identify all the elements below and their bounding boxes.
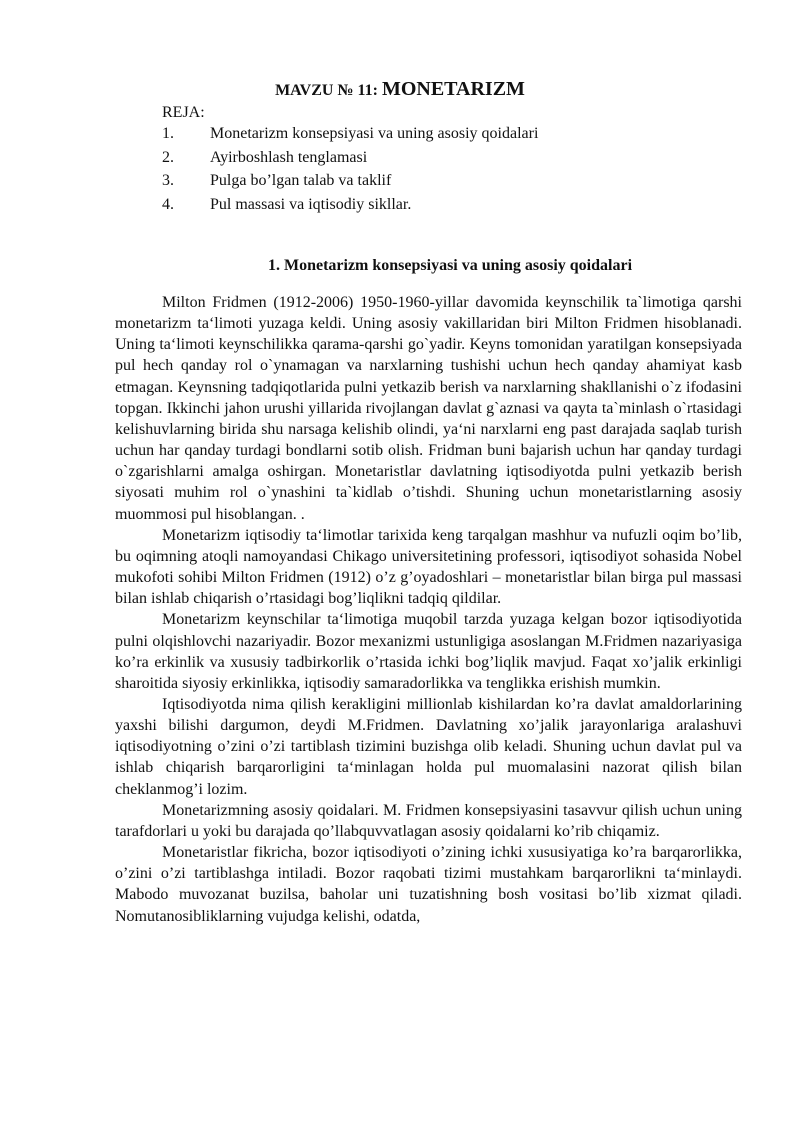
title-prefix: MAVZU № 11: [275,82,382,99]
plan-item [162,193,538,217]
paragraph: Iqtisodiyotda nima qilish kerakligini millionlab kishilardan ko’ra davlat amaldorlarining yaxshi bilishi dargumon, deydi M.Fridmen. Davlatning xo’jalik jarayonlariga aralashuvi iqtisodiyotning o’zini o’zi tartiblash tizimini buzishga olib keladi. Shuning uchun davlat pul va ishlab chiqarish barqarorligini ta‘minlagan holda pul muomalasini nazorat qilish bilan cheklanmog’i lozim. [115,695,742,798]
paragraph: Milton Fridmen (1912-2006) 1950-1960-yillar davomida keynschilik ta`limotiga qarshi monetarizm ta‘limoti yuzaga keldi. Uning asosiy vakillaridan biri Milton Fridmen hisoblanadi. Uning ta‘limoti keynschilikka qarama-qarshi go`yadir. Keyns tomonidan yaratilgan konsepsiyada pul hech qanday rol o`ynamagan va narxlarning tushishi uchun hech qanday ahamiyat kasb etmagan. Keynsning tadqiqotlarida pulni yetkazib berish va narxlarning shakllanishi o`z ifodasini topgan. Ikkinchi jahon urushi yillarida rivojlangan davlat g`aznasi va qayta ta`minlash o`rtasidagi kelishuvlarning birida shu narsaga kelishib olindi, ya‘ni narxlarni eng past darajada saqlab turish uchun har qanday turdagi bondlarni sotib olish. Fridman buni bajarish uchun har qanday turdagi o`zgarishlarni amalga oshirgan. Monetaristlar davlatning iqtisodiyotda pulni yetkazib berish siyosati muhim rol o`ynashini ta`kidlab o’tishdi. Shuning uchun monetaristlarning asosiy muommosi pul hisoblangan. . [115,294,742,523]
plan-label: REJA: [162,104,205,121]
section-heading: 1. Monetarizm konsepsiyasi va uning asosiy qoidalari [267,257,633,274]
plan-item [162,146,538,170]
plan-item [162,122,538,146]
body-text [115,292,742,927]
plan-item [162,169,538,193]
plan-item-number: 2. [162,148,174,166]
plan-item-text: Pulga bo’lgan talab va taklif [210,172,392,189]
plan-item-number: 3. [162,172,174,189]
page-title [0,78,800,102]
plan-list [162,122,538,216]
plan-item-text: Monetarizm konsepsiyasi va uning asosiy qoidalari [210,125,539,142]
paragraph: Monetarizm iqtisodiy ta‘limotlar tarixida keng tarqalgan mashhur va nufuzli oqim bo’lib, bu oqimning atoqli namoyandasi Chikago universitetining professori, iqtisodiyot sohasida Nobel mukofoti sohibi Milton Fridmen (1912) o’z g’oyadoshlari – monetaristlar bilan birga pul massasi bilan ishlab chiqarish o’rtasidagi bog’liqlikni tadqiq qildilar. [115,526,742,608]
paragraph: Monetarizm keynschilar ta‘limotiga muqobil tarzda yuzaga kelgan bozor iqtisodiyotida pulni olqishlovchi nazariyadir. Bozor mexanizmi ustunligiga asoslangan M.Fridmen nazariyasiga ko’ra erkinlik va xususiy tadbirkorlik o’rtasida ichki bog’liqlik mavjud. Faqat xo’jalik erkinligi sharoitida siyosiy erkinlikka, iqtisodiy samaradorlikka va tenglikka erishish mumkin. [115,611,742,692]
title-main: MONETARIZM [381,78,525,100]
plan-item-number: 1. [162,125,174,142]
plan-item-text: Ayirboshlash tenglamasi [210,148,368,166]
paragraph: Monetaristlar fikricha, bozor iqtisodiyoti o’zining ichki xususiyatiga ko’ra barqarorlikka, o’zini o’zi tartiblashga intiladi. Bozor raqobati tizimi mustahkam barqarorlikni ta‘minlaydi. Mabodo muvozanat buzilsa, baholar uni tuzatishning bosh vositasi bo’lib xizmat qiladi. Nomutanosibliklarning vujudga kelishi, odatda, [115,844,742,925]
paragraph: Monetarizmning asosiy qoidalari. M. Fridmen konsepsiyasini tasavvur qilish uchun uning tarafdorlari u yoki bu darajada qo’llabquvvatlagan asosiy qoidalarni ko’rib chiqamiz. [115,801,742,840]
plan-item-number: 4. [162,195,174,213]
plan-item-text: Pul massasi va iqtisodiy sikllar. [210,195,412,213]
